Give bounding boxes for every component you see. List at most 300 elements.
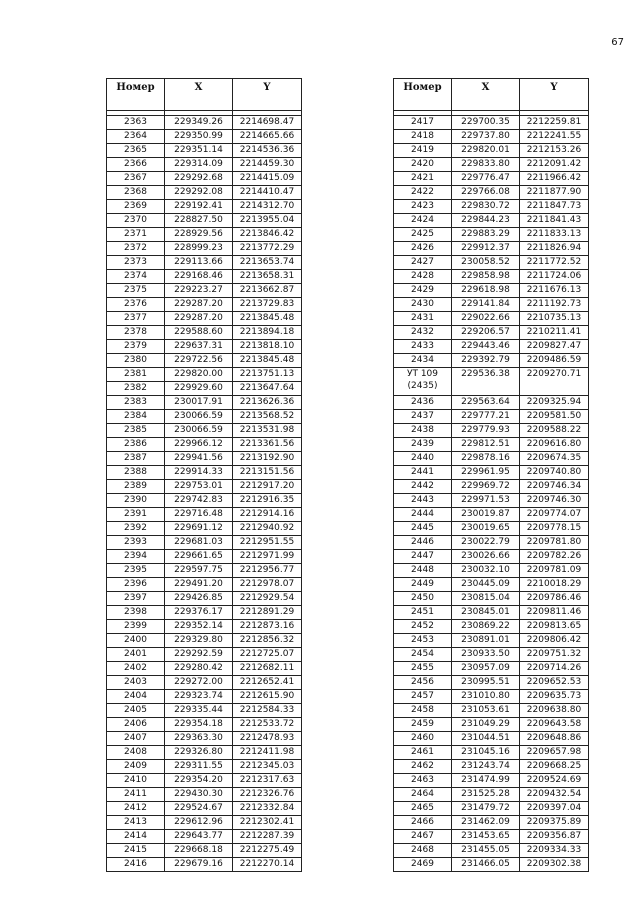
coord-x: 230933.50 [452, 648, 520, 662]
coord-x: 229742.83 [165, 494, 233, 508]
coord-x: 231453.65 [452, 830, 520, 844]
point-number: 2440 [394, 452, 452, 466]
table-row [394, 788, 589, 802]
table-row [107, 116, 302, 130]
coord-x: 230032.10 [452, 564, 520, 578]
table-row [394, 662, 589, 676]
point-number: 2449 [394, 578, 452, 592]
table-row [107, 298, 302, 312]
point-number: 2425 [394, 228, 452, 242]
point-number: 2376 [107, 298, 165, 312]
table-row [394, 550, 589, 564]
table-row [394, 424, 589, 438]
coord-x: 229022.66 [452, 312, 520, 326]
coord-x: 231462.09 [452, 816, 520, 830]
coord-x: 229141.84 [452, 298, 520, 312]
coord-x: 230066.59 [165, 410, 233, 424]
coord-y: 2212270.14 [233, 858, 302, 872]
point-number: 2394 [107, 550, 165, 564]
table-row [107, 704, 302, 718]
coord-x: 229113.66 [165, 256, 233, 270]
coord-y: 2210211.41 [520, 326, 589, 340]
coord-x: 229844.23 [452, 214, 520, 228]
coord-y: 2213846.42 [233, 228, 302, 242]
point-number: 2417 [394, 116, 452, 130]
table-row [394, 466, 589, 480]
point-number: 2411 [107, 788, 165, 802]
table-row [107, 340, 302, 354]
coord-y: 2211772.52 [520, 256, 589, 270]
coord-y: 2211724.06 [520, 270, 589, 284]
point-number: 2414 [107, 830, 165, 844]
table-row [107, 746, 302, 760]
table-row [107, 144, 302, 158]
coord-y: 2214415.09 [233, 172, 302, 186]
coord-x: 230058.52 [452, 256, 520, 270]
coord-x: 229779.93 [452, 424, 520, 438]
table-row [394, 298, 589, 312]
coord-x: 231045.16 [452, 746, 520, 760]
coord-x: 229563.64 [452, 396, 520, 410]
coord-x: 229326.80 [165, 746, 233, 760]
table-row [107, 676, 302, 690]
table-row [394, 200, 589, 214]
coord-y: 2212478.93 [233, 732, 302, 746]
coord-x: 229588.60 [165, 326, 233, 340]
coord-x: 229311.55 [165, 760, 233, 774]
coord-x: 229820.01 [452, 144, 520, 158]
point-number: 2395 [107, 564, 165, 578]
table-row [107, 536, 302, 550]
table-row [394, 774, 589, 788]
point-number: 2397 [107, 592, 165, 606]
coord-y: 2212345.03 [233, 760, 302, 774]
coord-x: 229314.09 [165, 158, 233, 172]
table-row [394, 396, 589, 410]
header-x: X [452, 79, 520, 111]
coord-y: 2209638.80 [520, 704, 589, 718]
table-row [107, 214, 302, 228]
coord-x: 229961.95 [452, 466, 520, 480]
table-row [107, 774, 302, 788]
table-row [394, 438, 589, 452]
point-number: 2459 [394, 718, 452, 732]
table-row [394, 830, 589, 844]
coord-x: 229912.37 [452, 242, 520, 256]
table-row [394, 592, 589, 606]
table-row [394, 354, 589, 368]
coord-y: 2212317.63 [233, 774, 302, 788]
point-number: 2444 [394, 508, 452, 522]
point-number: 2364 [107, 130, 165, 144]
coord-y: 2209524.69 [520, 774, 589, 788]
coord-y: 2209302.38 [520, 858, 589, 872]
point-number: 2437 [394, 410, 452, 424]
coord-y: 2212891.29 [233, 606, 302, 620]
table-row [394, 494, 589, 508]
table-row [107, 844, 302, 858]
point-number: 2368 [107, 186, 165, 200]
table-row [107, 242, 302, 256]
coord-x: 229443.46 [452, 340, 520, 354]
coord-y: 2209648.86 [520, 732, 589, 746]
point-number: 2451 [394, 606, 452, 620]
point-number: 2413 [107, 816, 165, 830]
coord-y: 2213658.31 [233, 270, 302, 284]
point-number: 2439 [394, 438, 452, 452]
table-row [394, 690, 589, 704]
table-row [107, 662, 302, 676]
coord-y: 2212856.32 [233, 634, 302, 648]
coord-y: 2211826.94 [520, 242, 589, 256]
coord-x: 231466.05 [452, 858, 520, 872]
coord-y: 2214665.66 [233, 130, 302, 144]
coord-x: 229766.08 [452, 186, 520, 200]
coord-x: 231243.74 [452, 760, 520, 774]
point-number: 2402 [107, 662, 165, 676]
coord-x: 230019.65 [452, 522, 520, 536]
point-number: 2373 [107, 256, 165, 270]
point-number: 2438 [394, 424, 452, 438]
coord-y: 2209827.47 [520, 340, 589, 354]
coord-y: 2212916.35 [233, 494, 302, 508]
point-number: 2405 [107, 704, 165, 718]
coord-y: 2212971.99 [233, 550, 302, 564]
coord-y: 2212914.16 [233, 508, 302, 522]
table-row [394, 480, 589, 494]
table-row [107, 438, 302, 452]
coord-x: 230445.09 [452, 578, 520, 592]
point-number: 2424 [394, 214, 452, 228]
table-row [107, 270, 302, 284]
point-number: 2390 [107, 494, 165, 508]
coord-y: 2211192.73 [520, 298, 589, 312]
coord-y: 2213729.83 [233, 298, 302, 312]
table-row [107, 648, 302, 662]
coord-y: 2214698.47 [233, 116, 302, 130]
point-number: 2400 [107, 634, 165, 648]
coord-y: 2212287.39 [233, 830, 302, 844]
coord-y: 2213568.52 [233, 410, 302, 424]
coord-y: 2214410.47 [233, 186, 302, 200]
table-row [107, 382, 302, 396]
coord-x: 229722.56 [165, 354, 233, 368]
page-number: 67 [611, 37, 624, 48]
table-row [107, 228, 302, 242]
table-row [107, 312, 302, 326]
coord-x: 229883.29 [452, 228, 520, 242]
point-number: 2448 [394, 564, 452, 578]
table-row [394, 648, 589, 662]
coord-y: 2212091.42 [520, 158, 589, 172]
coord-y: 2214459.30 [233, 158, 302, 172]
point-number: 2415 [107, 844, 165, 858]
coord-x: 229536.38 [452, 368, 520, 396]
point-number: 2463 [394, 774, 452, 788]
coord-x: 229287.20 [165, 312, 233, 326]
coord-x: 229363.30 [165, 732, 233, 746]
coord-x: 229392.79 [452, 354, 520, 368]
coord-y: 2213772.29 [233, 242, 302, 256]
point-number: 2399 [107, 620, 165, 634]
table-body-right [394, 111, 589, 872]
coord-x: 229661.65 [165, 550, 233, 564]
point-number: 2423 [394, 200, 452, 214]
coord-y: 2210018.29 [520, 578, 589, 592]
table-row [394, 312, 589, 326]
table-row [394, 522, 589, 536]
coord-x: 229430.30 [165, 788, 233, 802]
coord-x: 229753.01 [165, 480, 233, 494]
table-header-row [394, 79, 589, 111]
coord-y: 2209782.26 [520, 550, 589, 564]
point-number: 2464 [394, 788, 452, 802]
table-row [107, 816, 302, 830]
coord-x: 229971.53 [452, 494, 520, 508]
coord-x: 229716.48 [165, 508, 233, 522]
coord-x: 229323.74 [165, 690, 233, 704]
coord-x: 230017.91 [165, 396, 233, 410]
table-row [107, 396, 302, 410]
coord-y: 2209781.80 [520, 536, 589, 550]
point-number: 2386 [107, 438, 165, 452]
coord-x: 229350.99 [165, 130, 233, 144]
coord-x: 229830.72 [452, 200, 520, 214]
point-number: 2406 [107, 718, 165, 732]
point-number: 2407 [107, 732, 165, 746]
coord-y: 2209781.09 [520, 564, 589, 578]
table-row [107, 578, 302, 592]
point-number: 2365 [107, 144, 165, 158]
header-number: Номер [107, 79, 165, 111]
coord-x: 229192.41 [165, 200, 233, 214]
coord-x: 229426.85 [165, 592, 233, 606]
point-number: 2370 [107, 214, 165, 228]
coord-y: 2214536.36 [233, 144, 302, 158]
header-y: Y [520, 79, 589, 111]
coord-x: 230026.66 [452, 550, 520, 564]
coord-y: 2212153.26 [520, 144, 589, 158]
point-number: 2431 [394, 312, 452, 326]
coord-x: 229737.80 [452, 130, 520, 144]
coord-x: 229637.31 [165, 340, 233, 354]
coord-x: 230066.59 [165, 424, 233, 438]
table-row [107, 452, 302, 466]
coord-x: 229597.75 [165, 564, 233, 578]
table-row [107, 368, 302, 382]
coord-x: 229223.27 [165, 284, 233, 298]
coord-x: 229820.00 [165, 368, 233, 382]
table-body-left [107, 111, 302, 872]
coord-x: 228827.50 [165, 214, 233, 228]
coord-y: 2209588.22 [520, 424, 589, 438]
coord-y: 2209334.33 [520, 844, 589, 858]
coord-y: 2209746.30 [520, 494, 589, 508]
coord-y: 2209714.26 [520, 662, 589, 676]
coord-x: 229914.33 [165, 466, 233, 480]
point-number [394, 368, 452, 396]
table-row [394, 256, 589, 270]
coord-y: 2212725.07 [233, 648, 302, 662]
table-row [107, 466, 302, 480]
table-row [394, 340, 589, 354]
coord-y: 2209778.15 [520, 522, 589, 536]
point-number: 2382 [107, 382, 165, 396]
point-number: 2393 [107, 536, 165, 550]
point-number: 2409 [107, 760, 165, 774]
coord-y: 2213818.10 [233, 340, 302, 354]
table-row [394, 844, 589, 858]
table-row [394, 634, 589, 648]
table-row [394, 536, 589, 550]
coord-x: 229352.14 [165, 620, 233, 634]
coord-y: 2209668.25 [520, 760, 589, 774]
point-number: 2418 [394, 130, 452, 144]
coord-y: 2209397.04 [520, 802, 589, 816]
coord-x: 229833.80 [452, 158, 520, 172]
coord-y: 2212332.84 [233, 802, 302, 816]
coord-x: 231044.51 [452, 732, 520, 746]
coord-x: 230995.51 [452, 676, 520, 690]
table-row [394, 564, 589, 578]
coord-y: 2209325.94 [520, 396, 589, 410]
table-row [394, 172, 589, 186]
coord-x: 229700.35 [452, 116, 520, 130]
point-number: 2447 [394, 550, 452, 564]
point-number: 2372 [107, 242, 165, 256]
table-row [107, 522, 302, 536]
point-number: 2389 [107, 480, 165, 494]
table-row [107, 480, 302, 494]
coord-x: 230022.79 [452, 536, 520, 550]
coord-y: 2209774.07 [520, 508, 589, 522]
table-row [394, 858, 589, 872]
coord-x: 229969.72 [452, 480, 520, 494]
point-number: 2427 [394, 256, 452, 270]
point-number: 2461 [394, 746, 452, 760]
coord-x: 231455.05 [452, 844, 520, 858]
coord-y: 2213845.48 [233, 354, 302, 368]
table-row [394, 802, 589, 816]
coord-x: 230957.09 [452, 662, 520, 676]
coord-y: 2212978.07 [233, 578, 302, 592]
point-number: 2460 [394, 732, 452, 746]
coord-x: 229878.16 [452, 452, 520, 466]
table-row [107, 158, 302, 172]
table-row [107, 354, 302, 368]
table-row [107, 620, 302, 634]
point-number: 2391 [107, 508, 165, 522]
point-number: 2403 [107, 676, 165, 690]
coord-x: 228999.23 [165, 242, 233, 256]
table-row [394, 228, 589, 242]
point-number: 2422 [394, 186, 452, 200]
coord-x: 229812.51 [452, 438, 520, 452]
coord-y: 2213751.13 [233, 368, 302, 382]
table-row [107, 508, 302, 522]
point-number: 2432 [394, 326, 452, 340]
point-number: 2383 [107, 396, 165, 410]
table-row [394, 158, 589, 172]
coord-x: 231474.99 [452, 774, 520, 788]
table-row [394, 284, 589, 298]
point-number: 2454 [394, 648, 452, 662]
table-row [394, 186, 589, 200]
table-row [107, 494, 302, 508]
coord-y: 2209270.71 [520, 368, 589, 396]
coord-x: 229206.57 [452, 326, 520, 340]
table-row [394, 116, 589, 130]
coord-x: 229643.77 [165, 830, 233, 844]
coord-x: 229280.42 [165, 662, 233, 676]
coord-x: 230815.04 [452, 592, 520, 606]
table-row [394, 704, 589, 718]
coord-y: 2212873.16 [233, 620, 302, 634]
table-row [394, 326, 589, 340]
table-row [394, 620, 589, 634]
coord-y: 2212652.41 [233, 676, 302, 690]
point-number: 2377 [107, 312, 165, 326]
coord-y: 2209356.87 [520, 830, 589, 844]
point-number: 2369 [107, 200, 165, 214]
coord-y: 2213955.04 [233, 214, 302, 228]
coord-x: 229292.59 [165, 648, 233, 662]
coord-x: 229491.20 [165, 578, 233, 592]
table-row [107, 564, 302, 578]
table-row [394, 606, 589, 620]
point-number: 2392 [107, 522, 165, 536]
table-row [107, 256, 302, 270]
table-row [107, 802, 302, 816]
point-number: 2428 [394, 270, 452, 284]
coord-y: 2211966.42 [520, 172, 589, 186]
coord-x: 230845.01 [452, 606, 520, 620]
table-row [107, 200, 302, 214]
coord-y: 2211877.90 [520, 186, 589, 200]
point-number: 2456 [394, 676, 452, 690]
table-row [107, 592, 302, 606]
coord-x: 229376.17 [165, 606, 233, 620]
coord-x: 229618.98 [452, 284, 520, 298]
coord-y: 2210735.13 [520, 312, 589, 326]
coord-x: 231053.61 [452, 704, 520, 718]
point-number: 2408 [107, 746, 165, 760]
coord-x: 229329.80 [165, 634, 233, 648]
table-row [394, 452, 589, 466]
table-row [107, 284, 302, 298]
coord-y: 2214312.70 [233, 200, 302, 214]
point-number: 2450 [394, 592, 452, 606]
coord-x: 229354.18 [165, 718, 233, 732]
coord-y: 2212259.81 [520, 116, 589, 130]
point-number: 2366 [107, 158, 165, 172]
coord-y: 2212584.33 [233, 704, 302, 718]
coord-y: 2213151.56 [233, 466, 302, 480]
point-number: 2443 [394, 494, 452, 508]
table-row [394, 578, 589, 592]
point-number: 2445 [394, 522, 452, 536]
point-number: 2404 [107, 690, 165, 704]
coord-y: 2212533.72 [233, 718, 302, 732]
table-row [107, 718, 302, 732]
table-row [394, 816, 589, 830]
table-row [394, 676, 589, 690]
table-row [107, 760, 302, 774]
coord-y: 2209740.80 [520, 466, 589, 480]
point-number: 2371 [107, 228, 165, 242]
point-number: 2385 [107, 424, 165, 438]
coord-x: 229168.46 [165, 270, 233, 284]
